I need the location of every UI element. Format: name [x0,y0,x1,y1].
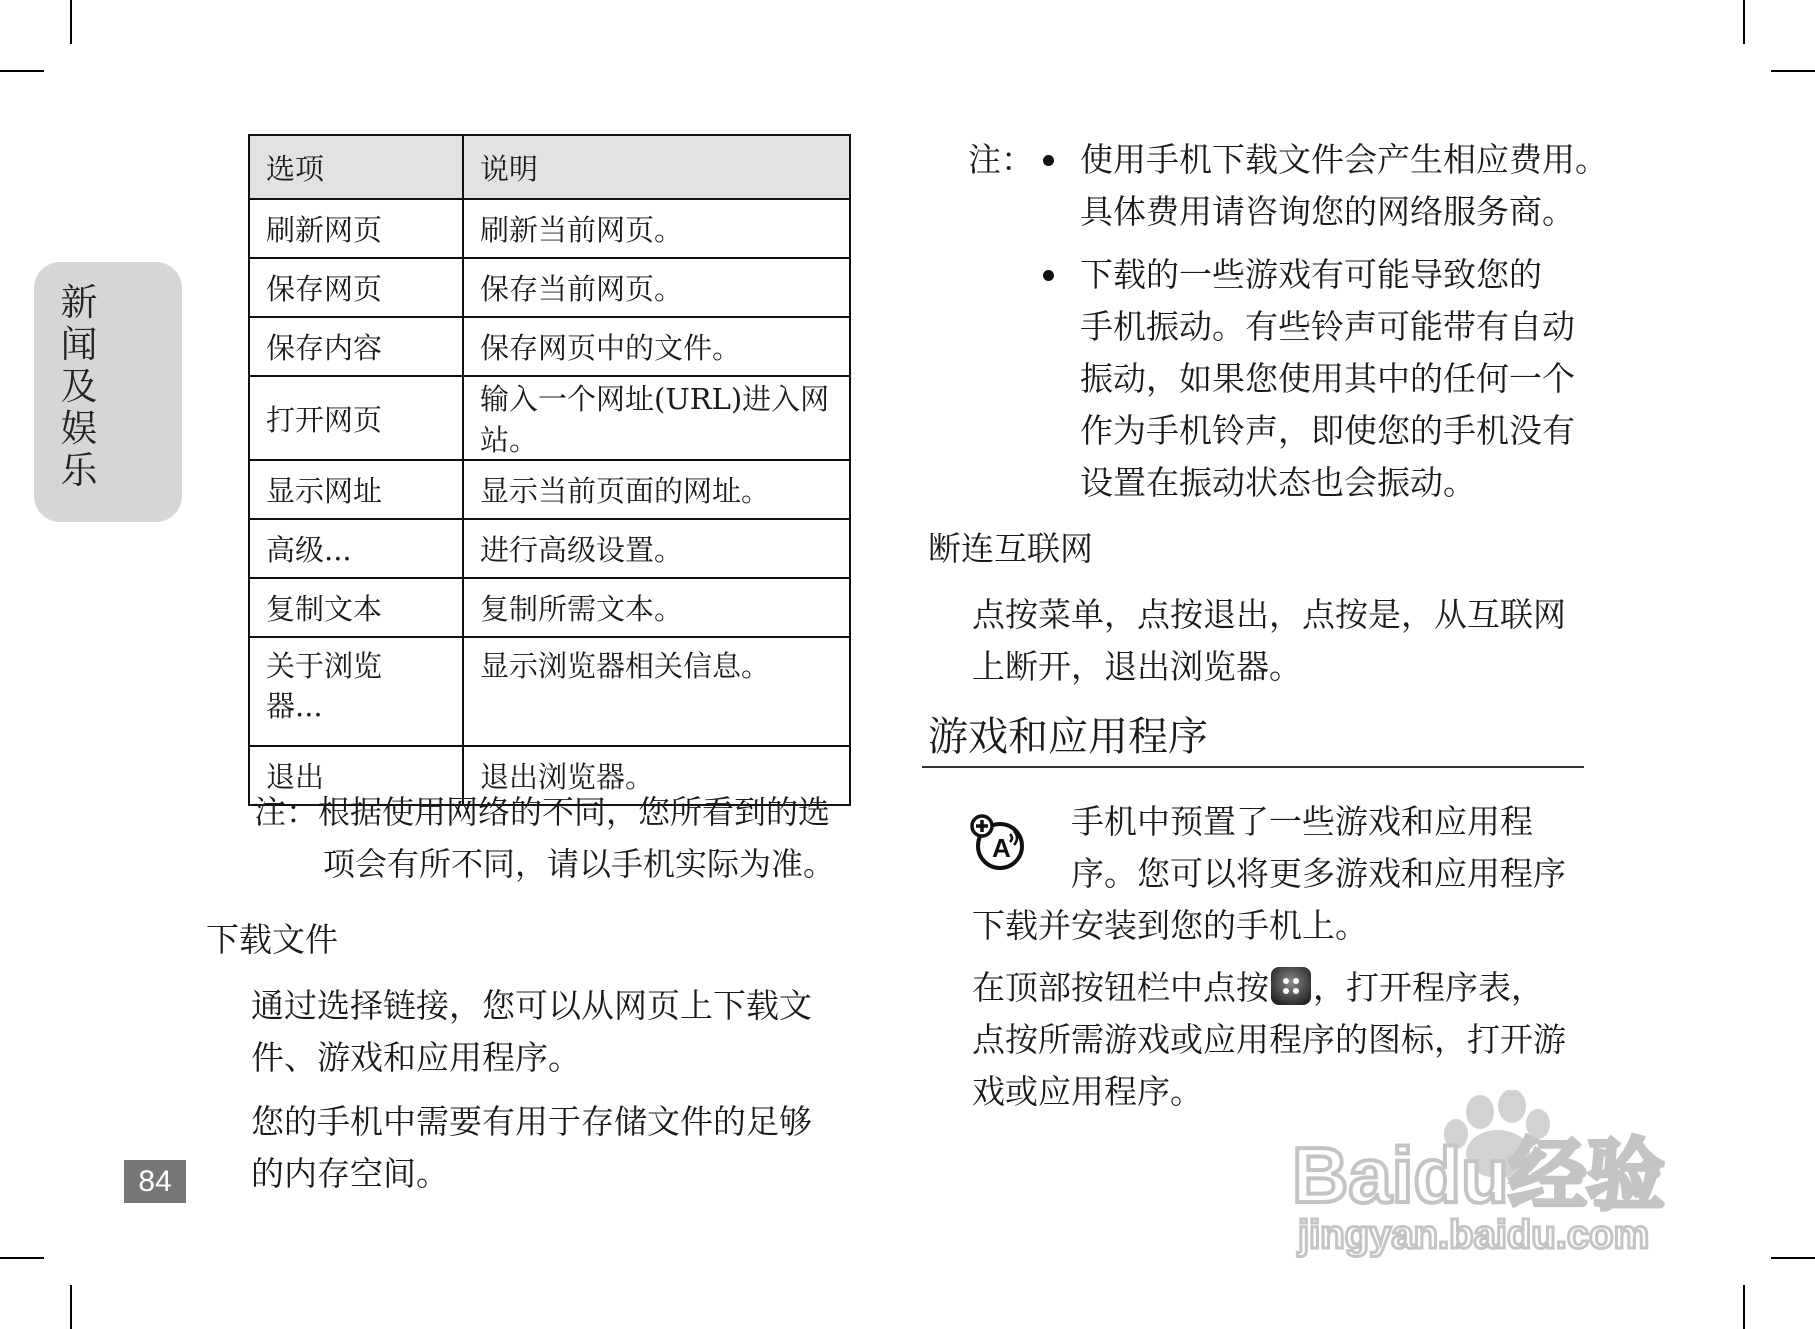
note-bullet2-line3: 振动，如果您使用其中的任何一个 [1080,359,1575,398]
crop-mark [0,1257,44,1259]
games-intro-line1: 手机中预置了一些游戏和应用程 [1071,802,1533,841]
table-row [249,258,850,317]
crop-mark [1771,1257,1815,1259]
heading-rule [922,766,1584,768]
option-cell: 复制文本 [249,578,463,637]
baidu-watermark-logo [1290,1090,1710,1265]
option-cell: 退出 [249,746,463,805]
svg-text:A: A [992,833,1011,863]
note-label: 注： [968,140,1034,179]
table-row [249,519,850,578]
table-row [249,317,850,376]
crop-mark [1743,0,1745,44]
download-p2-line2: 的内存空间。 [251,1154,449,1193]
table-header-row [249,135,850,199]
svg-text:Baidu经验: Baidu经验 [1292,1131,1665,1219]
description-cell: 保存网页中的文件。 [463,317,850,376]
page-number: 84 [124,1160,186,1203]
table-row [249,460,850,519]
table-note-line1: 注：根据使用网络的不同，您所看到的选 [254,793,831,831]
crop-mark [70,0,72,44]
description-cell: 输入一个网址(URL)进入网站。 [463,376,850,460]
table-row [249,578,850,637]
note-bullet2-line4: 作为手机铃声，即使您的手机没有 [1080,411,1575,450]
games-p2-text-after: ，打开程序表， [1313,968,1544,1007]
note-bullet2-line1: 下载的一些游戏有可能导致您的 [1080,255,1542,294]
download-p1-line1: 通过选择链接，您可以从网页上下载文 [251,986,812,1025]
disconnect-line2: 上断开，退出浏览器。 [972,647,1302,686]
description-cell: 刷新当前网页。 [463,199,850,258]
table-row [249,199,850,258]
chapter-side-tab [34,262,182,522]
app-grid-icon [1271,967,1311,1005]
description-cell: 保存当前网页。 [463,258,850,317]
option-cell: 保存网页 [249,258,463,317]
disconnect-heading: 断连互联网 [928,529,1093,568]
option-cell: 高级... [249,519,463,578]
disconnect-line1: 点按菜单，点按退出，点按是，从互联网 [972,595,1566,634]
table-header-description: 说明 [463,135,850,199]
games-p2-line2: 点按所需游戏或应用程序的图标，打开游 [972,1020,1566,1059]
bullet-dot [1043,155,1054,166]
chapter-title: 新 闻 及 娱 乐 [60,281,98,492]
note-bullet1-line2: 具体费用请咨询您的网络服务商。 [1080,192,1575,231]
description-cell: 显示浏览器相关信息。 [463,637,850,746]
plus-accessibility-icon [970,812,1026,872]
crop-mark [1743,1285,1745,1329]
description-cell: 显示当前页面的网址。 [463,460,850,519]
crop-mark [70,1285,72,1329]
note-bullet1-line1: 使用手机下载文件会产生相应费用。 [1080,140,1608,179]
download-heading: 下载文件 [206,920,338,959]
option-cell: 显示网址 [249,460,463,519]
note-bullet2-line5: 设置在振动状态也会振动。 [1080,463,1476,502]
games-intro-line2: 序。您可以将更多游戏和应用程序 [1071,854,1566,893]
games-intro-line3: 下载并安装到您的手机上。 [972,906,1368,945]
svg-text:jingyan.baidu.com: jingyan.baidu.com [1298,1213,1650,1257]
bullet-dot [1043,270,1054,281]
description-cell: 进行高级设置。 [463,519,850,578]
table-row [249,637,850,746]
games-heading: 游戏和应用程序 [928,714,1208,760]
crop-mark [1771,70,1815,72]
description-cell: 复制所需文本。 [463,578,850,637]
option-cell: 打开网页 [249,376,463,460]
games-p2-line3: 戏或应用程序。 [972,1072,1203,1111]
option-cell: 保存内容 [249,317,463,376]
table-note-line2: 项会有所不同，请以手机实际为准。 [323,845,836,883]
table-header-option: 选项 [249,135,463,199]
option-cell: 关于浏览器... [249,637,463,746]
note-bullet2-line2: 手机振动。有些铃声可能带有自动 [1080,307,1575,346]
browser-options-table [248,134,851,806]
baidu-watermark [1290,1090,1710,1270]
table-row [249,376,850,460]
games-p2-line1 [972,962,1544,1014]
download-p1-line2: 件、游戏和应用程序。 [251,1038,581,1077]
option-cell: 刷新网页 [249,199,463,258]
description-cell: 退出浏览器。 [463,746,850,805]
games-p2-text-before: 在顶部按钮栏中点按 [972,968,1269,1007]
crop-mark [0,70,44,72]
download-p2-line1: 您的手机中需要有用于存储文件的足够 [251,1102,812,1141]
